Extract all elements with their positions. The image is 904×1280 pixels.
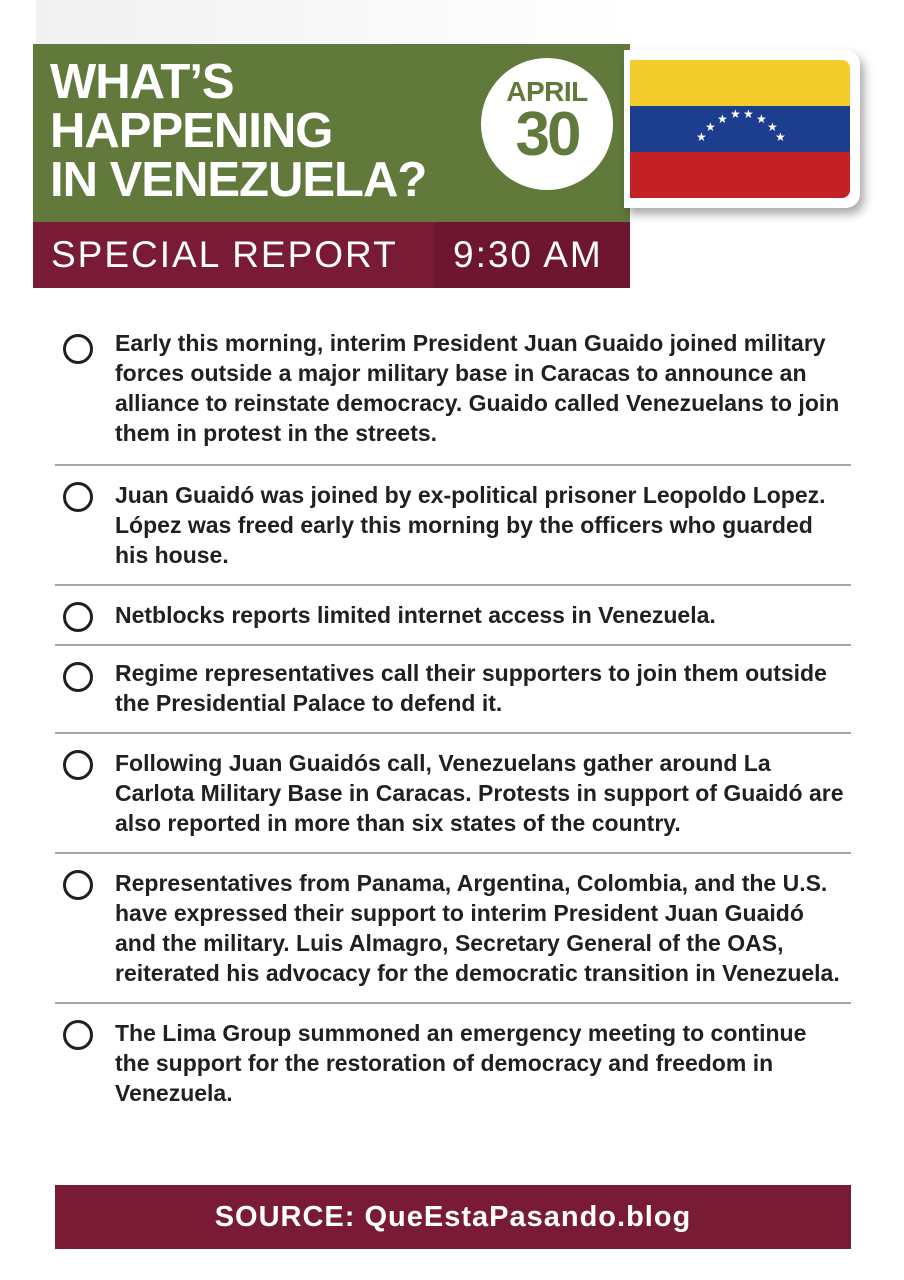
list-item-text: Early this morning, interim President Juan Guaido joined military forces outside a major military base in Caracas to announce an alliance to reinstate democracy. Guaido called Venezuelans to join them in protest in the streets. — [115, 330, 840, 446]
venezuela-flag-icon — [630, 60, 850, 198]
special-report-label: SPECIAL REPORT — [51, 234, 398, 275]
circle-bullet-icon — [63, 602, 93, 632]
header-shadow — [36, 0, 632, 44]
report-time: 9:30 AM — [453, 234, 603, 275]
svg-text:★: ★ — [775, 130, 786, 144]
list-item — [55, 854, 851, 1002]
list-item — [55, 318, 851, 464]
list-item-text: Following Juan Guaidós call, Venezuelans gather around La Carlota Military Base in Caracas. Protests in support of Guaidó are also reported in more than six states of the country. — [115, 750, 844, 836]
title-line-3: IN VENEZUELA? — [50, 153, 427, 207]
title-line-1: WHAT’S — [50, 55, 234, 109]
circle-bullet-icon — [63, 662, 93, 692]
date-month: APRIL — [506, 76, 588, 107]
date-day: 30 — [515, 100, 579, 169]
source-footer: SOURCE: QueEstaPasando.blog — [55, 1185, 851, 1249]
title-line-2: HAPPENING — [50, 104, 333, 158]
svg-text:★: ★ — [696, 130, 707, 144]
svg-text:★: ★ — [717, 112, 728, 126]
list-item — [55, 1004, 851, 1118]
circle-bullet-icon — [63, 1020, 93, 1050]
date-badge — [481, 58, 613, 190]
flag-card — [624, 50, 860, 208]
circle-bullet-icon — [63, 482, 93, 512]
page-title — [50, 55, 500, 207]
list-item-text: The Lima Group summoned an emergency meeting to continue the support for the restoration of democracy and freedom in Venezuela. — [115, 1020, 807, 1106]
special-report-bar — [33, 222, 630, 288]
circle-bullet-icon — [63, 750, 93, 780]
svg-text:★: ★ — [705, 120, 716, 134]
list-item — [55, 646, 851, 732]
svg-text:★: ★ — [743, 107, 754, 121]
list-item-text: Netblocks reports limited internet access in Venezuela. — [115, 602, 716, 628]
news-list — [55, 318, 851, 1118]
flag-red-stripe — [630, 152, 850, 198]
circle-bullet-icon — [63, 334, 93, 364]
svg-text:★: ★ — [730, 107, 741, 121]
list-item — [55, 466, 851, 584]
list-item-text: Representatives from Panama, Argentina, Colombia, and the U.S. have expressed their support to interim President Juan Guaidó and the military. Luis Almagro, Secretary General of the OAS, reiterated his advocacy for the democratic transition in Venezuela. — [115, 870, 840, 986]
svg-text:★: ★ — [756, 112, 767, 126]
svg-text:★: ★ — [767, 120, 778, 134]
flag-yellow-stripe — [630, 60, 850, 106]
list-item — [55, 734, 851, 852]
list-item-text: Regime representatives call their supporters to join them outside the Presidential Palace to defend it. — [115, 660, 827, 716]
flag-stars-icon — [630, 106, 850, 152]
list-item-text: Juan Guaidó was joined by ex-political prisoner Leopoldo Lopez. López was freed early this morning by the officers who guarded his house. — [115, 482, 826, 568]
list-item — [55, 586, 851, 644]
circle-bullet-icon — [63, 870, 93, 900]
